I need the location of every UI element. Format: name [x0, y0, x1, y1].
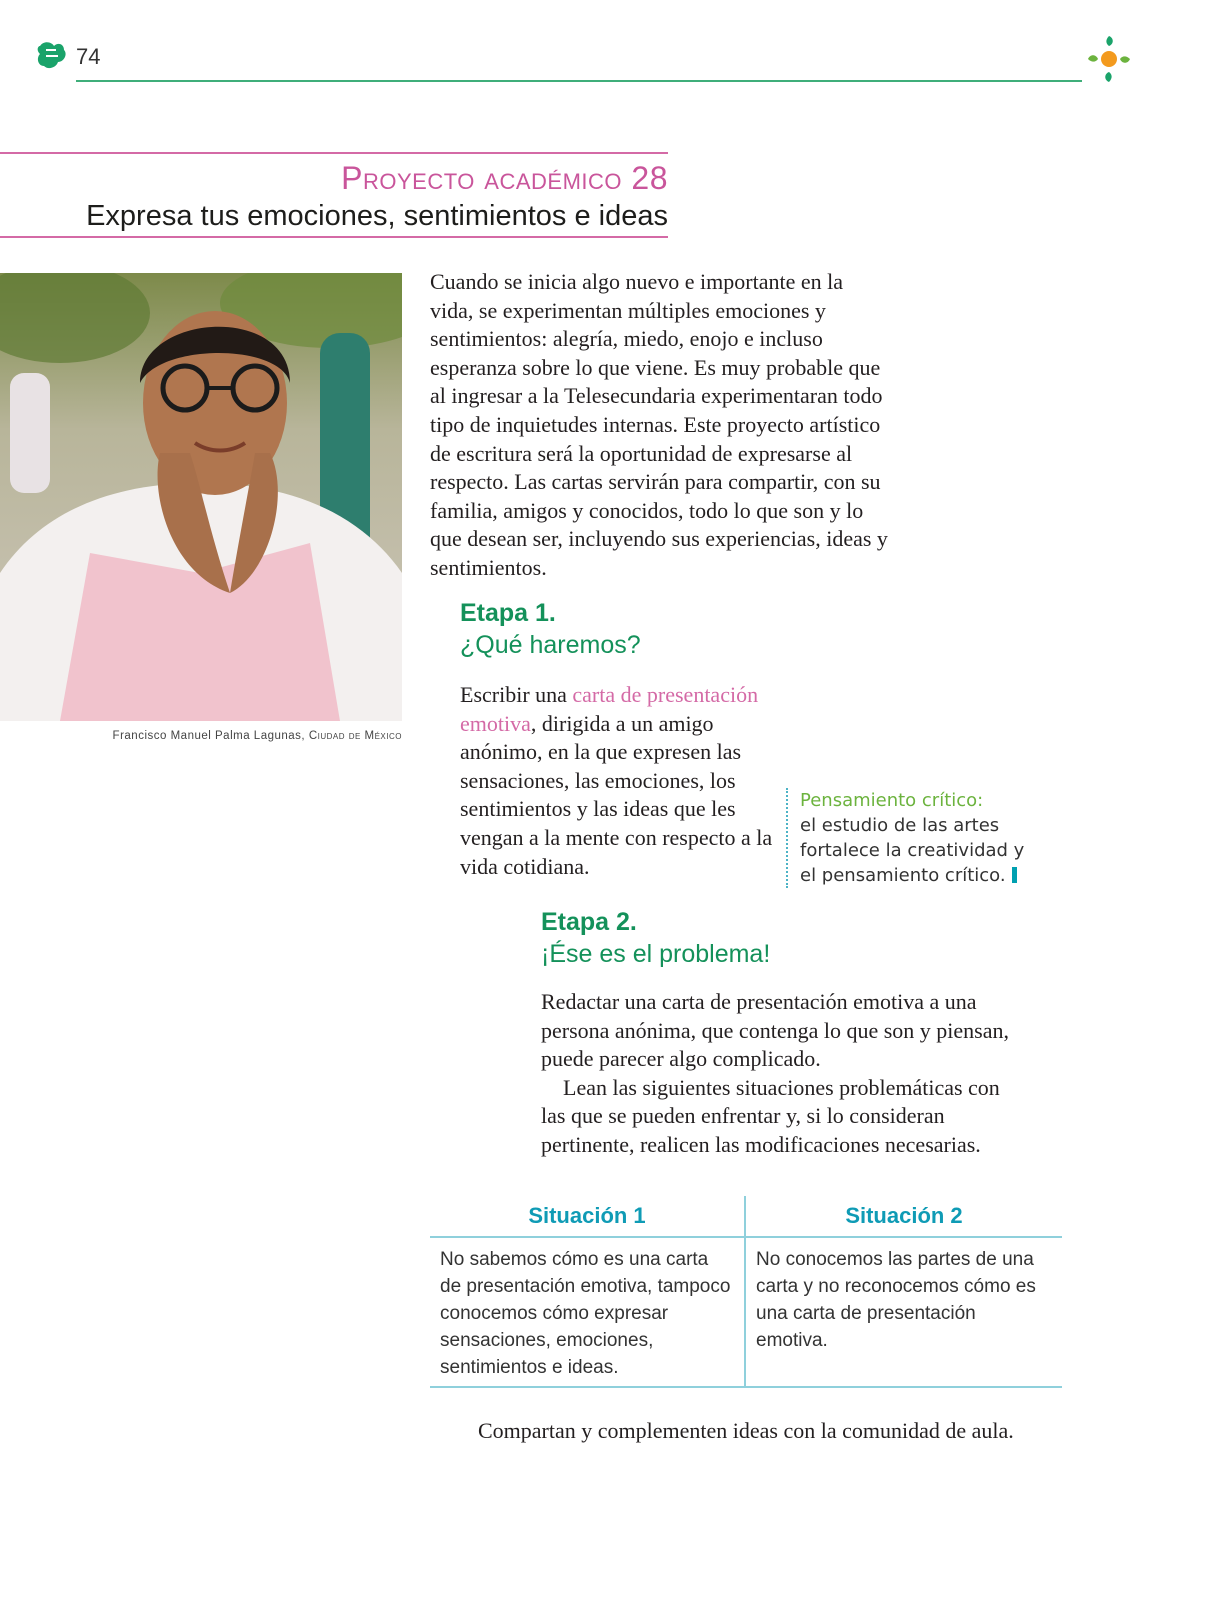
student-photo [0, 273, 402, 721]
photo-credit-name: Francisco Manuel Palma Lagunas, [112, 730, 309, 742]
title-top-rule [0, 152, 668, 154]
etapa1-highlight: carta de presentación emotiva [460, 682, 759, 736]
table-row [430, 1238, 1062, 1388]
project-label: Proyecto académico 28 [341, 160, 668, 196]
table-cell-situacion-1: No sabemos cómo es una carta de presentación emotiva, tampoco conocemos cómo expresar sensaciones, emociones, sentimientos e ideas. [430, 1238, 746, 1386]
etapa2-paragraph1: Redactar una carta de presentación emotiva a una persona anónima, que contenga lo que son y piensan, puede parecer algo complicado. [541, 989, 1009, 1072]
critical-thinking-box [786, 788, 1046, 888]
closing-sentence: Compartan y complementen ideas con la comunidad de aula. [478, 1418, 1014, 1443]
situations-table [430, 1196, 1062, 1388]
book-logo-icon [34, 38, 70, 74]
project-subtitle: Expresa tus emociones, sentimientos e ideas [86, 200, 668, 232]
critical-thinking-text [800, 813, 1046, 888]
etapa1-question: ¿Qué haremos? [460, 631, 641, 659]
etapa1-section [460, 597, 780, 881]
etapa1-text [460, 681, 778, 881]
etapa2-title: Etapa 2. [541, 908, 637, 936]
etapa1-title: Etapa 1. [460, 599, 556, 627]
table-header-situacion-1: Situación 1 [430, 1196, 746, 1236]
etapa1-text-after: , dirigida a un amigo anónimo, en la que expresen las sensaciones, las emociones, los sentimientos y las ideas que les vengan a la mente con respecto a la vida cotidiana. [460, 710, 773, 879]
table-cell-situacion-2: No conocemos las partes de una carta y no reconocemos cómo es una carta de presentación emotiva. [756, 1249, 1036, 1351]
header-rule [76, 80, 1082, 82]
table-header-situacion-2: Situación 2 [845, 1203, 963, 1228]
flower-logo-icon [1084, 32, 1134, 86]
table-header-row [430, 1196, 1062, 1238]
etapa2-question: ¡Ése es el problema! [541, 940, 771, 968]
critical-thinking-body: el estudio de las artes fortalece la creatividad y el pensamiento crítico. [800, 815, 1025, 886]
etapa2-section [541, 906, 1011, 1160]
intro-paragraph: Cuando se inicia algo nuevo e importante en la vida, se experimentan múltiples emociones y sentimientos: alegría, miedo, enojo e incluso esperanza sobre lo que viene. Es muy probable que al ingresar a la Telesecundaria experimentaran todo tipo de inquietudes internas. Este proyecto artístico de escritura será la oportunidad de expresarse al respecto. Las cartas servirán para compartir, con su familia, amigos y conocidos, todo lo que son y lo que desean ser, incluyendo sus experiencias, ideas y sentimientos. [430, 269, 888, 580]
etapa2-paragraph2: Lean las siguientes situaciones problemáticas con las que se pueden enfrentar y, si lo consideran pertinente, realicen las modificaciones necesarias. [541, 1074, 1000, 1157]
critical-thinking-title: Pensamiento crítico: [800, 790, 984, 811]
photo-credit [113, 730, 402, 742]
photo-credit-place: Ciudad de México [308, 730, 402, 742]
etapa1-text-before: Escribir una [460, 682, 573, 707]
page-number: 74 [76, 44, 101, 69]
end-mark-icon [1012, 867, 1017, 883]
title-bottom-rule [0, 236, 668, 238]
